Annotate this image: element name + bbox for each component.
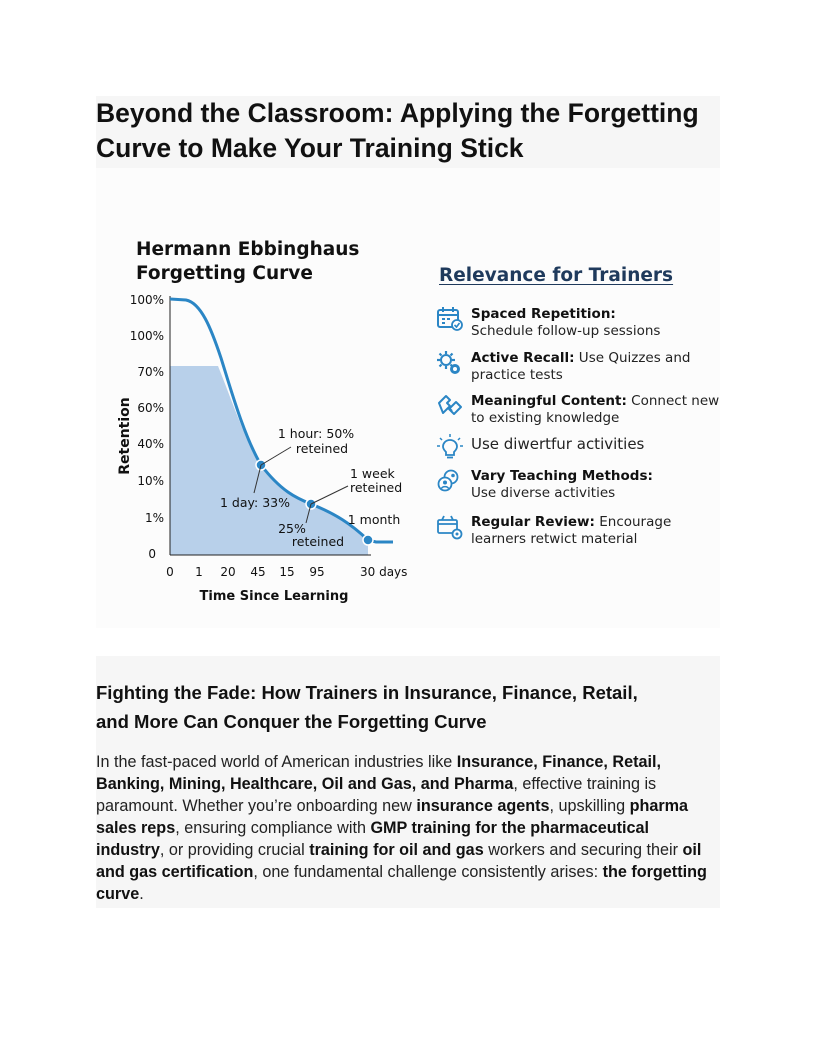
paragraph-bold-run: oil and gas certification	[96, 841, 702, 881]
paragraph-bold-run: insurance agents	[416, 797, 550, 815]
gears-icon	[436, 350, 464, 376]
paragraph-run: , ensuring compliance with	[175, 819, 371, 837]
x-tick-label: 0	[166, 565, 174, 579]
paragraph-bold-run: Insurance, Finance, Retail, Banking, Mining, Healthcare, Oil and Gas, and Pharma	[96, 753, 662, 793]
paragraph-run: , or providing crucial	[159, 841, 310, 859]
annotation-1-week: 1 week	[350, 466, 395, 481]
x-tick-label: 20	[220, 565, 236, 579]
y-axis-label: Retention	[117, 397, 133, 475]
relevance-heading: Relevance for Trainers	[439, 265, 674, 286]
annotation-1-week-sub: reteined	[350, 480, 403, 495]
relevance-desc: Use diverse activities	[471, 485, 616, 501]
paragraph-run: In the fast-paced world of American industries like	[96, 753, 457, 771]
page-title-line-1: Beyond the Classroom: Applying the Forgetting	[96, 98, 699, 128]
x-tick-label: 30 days	[360, 565, 408, 579]
y-tick-label: 60%	[137, 401, 164, 415]
annotation-1-hour: 1 hour: 50%	[277, 426, 355, 441]
annotation-1-day: 1 day: 33%	[220, 495, 290, 510]
marker-1-month	[363, 535, 373, 545]
x-tick-label: 1	[195, 565, 203, 579]
paragraph-run: , effective training is paramount. Whether you’re onboarding new	[96, 775, 657, 815]
y-tick-label: 40%	[137, 437, 164, 451]
y-tick-label: 100%	[129, 329, 164, 343]
relevance-desc: Connect new to existing knowledge	[471, 393, 720, 426]
relevance-desc: Use diwertfur activities	[471, 435, 645, 453]
chart-title-line-2: Forgetting Curve	[136, 263, 313, 284]
relevance-bold: Spaced Repetition:	[471, 306, 616, 322]
calendar-check-icon	[436, 306, 464, 332]
x-tick-label: 15	[279, 565, 295, 579]
relevance-bold: Active Recall:	[471, 350, 575, 366]
paragraph-run: , one fundamental challenge consistently arises:	[253, 863, 603, 881]
infographic-figure	[96, 168, 720, 628]
relevance-text	[471, 350, 726, 384]
puzzle-link-icon	[436, 393, 464, 419]
relevance-text	[471, 468, 726, 502]
section-heading-line-2: and More Can Conquer the Forgetting Curve	[96, 711, 487, 732]
title-block	[96, 96, 720, 168]
annotation-leader-3	[311, 486, 348, 504]
paragraph-bold-run: GMP training for the pharmaceutical industry	[96, 819, 649, 859]
paragraph-bold-run: training for oil and gas	[309, 841, 484, 859]
paragraph-bold-run: pharma sales reps	[96, 797, 689, 837]
chart-title-line-1: Hermann Ebbinghaus	[136, 239, 360, 260]
review-board-icon	[436, 514, 464, 540]
relevance-bold: Regular Review:	[471, 514, 595, 530]
relevance-text	[471, 514, 726, 548]
page-title	[96, 96, 720, 166]
article-section	[96, 656, 720, 908]
people-chat-icon	[436, 468, 464, 494]
y-tick-label: 0	[148, 547, 156, 561]
section-heading	[96, 678, 720, 736]
relevance-desc: Schedule follow-up sessions	[471, 323, 661, 339]
paragraph-run: .	[139, 885, 144, 903]
x-axis-label: Time Since Learning	[199, 589, 349, 604]
relevance-bold: Meaningful Content:	[471, 393, 627, 409]
intro-paragraph	[96, 751, 720, 905]
annotation-25-percent-sub: reteined	[291, 534, 345, 549]
relevance-text	[471, 306, 726, 340]
y-tick-label: 100%	[129, 293, 164, 307]
relevance-text	[471, 393, 726, 427]
y-tick-label: 70%	[137, 365, 164, 379]
annotation-1-hour-sub: reteined	[295, 441, 349, 456]
x-tick-label: 45	[250, 565, 266, 579]
relevance-desc: Encourage learners retwict material	[471, 514, 672, 547]
y-tick-label: 10%	[137, 474, 164, 488]
x-tick-label: 95	[309, 565, 325, 579]
section-heading-line-1: Fighting the Fade: How Trainers in Insurance, Finance, Retail,	[96, 682, 638, 703]
annotation-25-percent: 25%	[278, 521, 306, 536]
relevance-desc: Use Quizzes and practice tests	[471, 350, 691, 383]
paragraph-bold-run: the forgetting curve	[96, 863, 707, 903]
relevance-bold: Vary Teaching Methods:	[471, 468, 653, 484]
lightbulb-icon	[436, 434, 464, 460]
paragraph-run: , upskilling	[549, 797, 630, 815]
paragraph-run: workers and securing their	[483, 841, 683, 859]
page-title-line-2: Curve to Make Your Training Stick	[96, 133, 524, 163]
relevance-text	[471, 436, 726, 453]
y-tick-label: 1%	[144, 511, 164, 525]
annotation-1-month: 1 month	[347, 512, 401, 527]
annotation-leader-1	[261, 447, 291, 465]
forgetting-curve-chart	[96, 168, 426, 628]
